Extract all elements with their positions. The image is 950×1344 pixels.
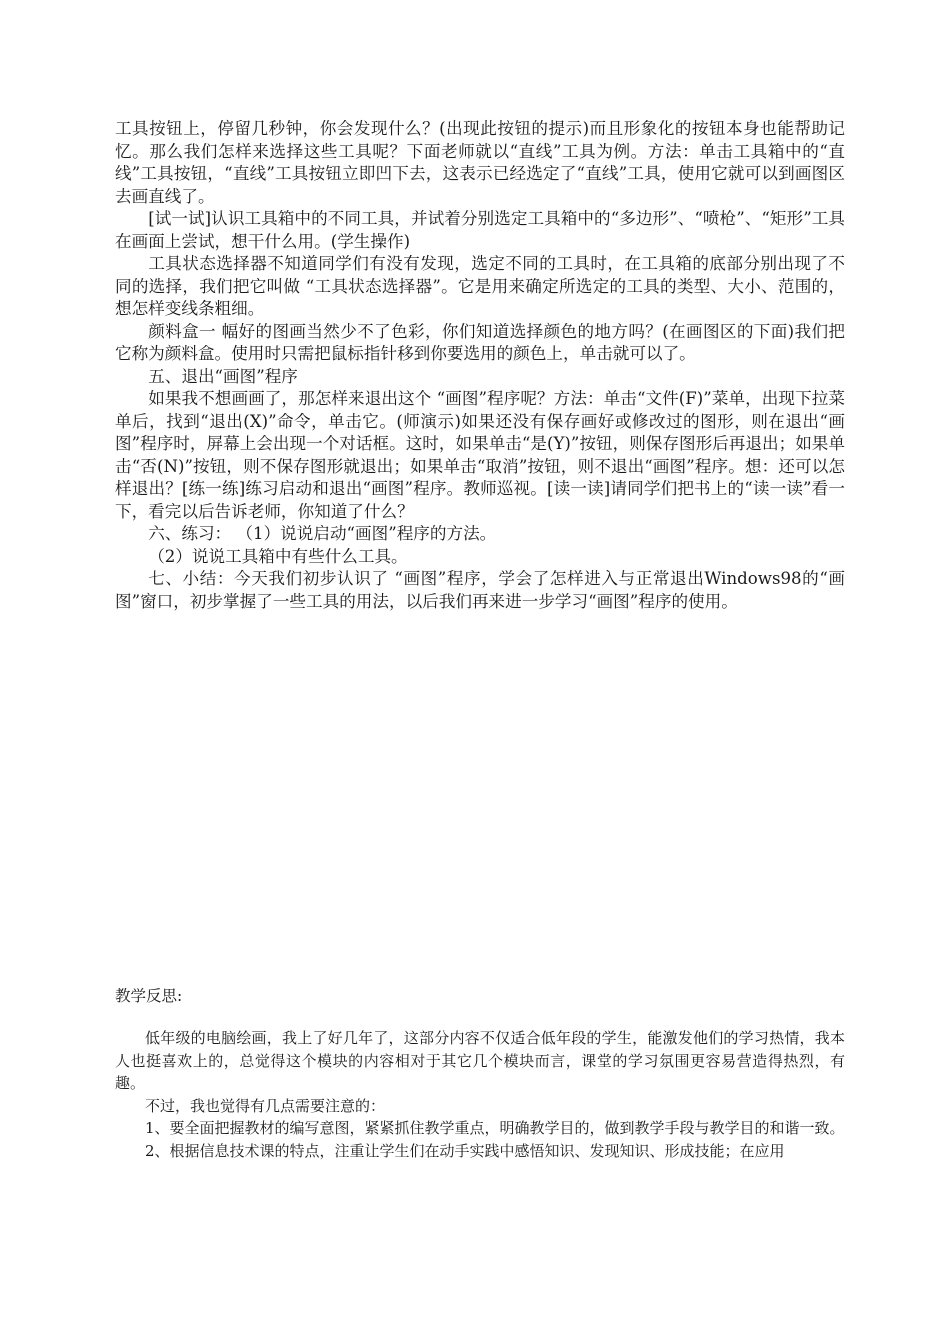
reflection-paragraph: 2、根据信息技术课的特点，注重让学生们在动手实践中感悟知识、发现知识、形成技能；在应用	[145, 1141, 785, 1160]
paragraph-exit-instructions: 如果我不想画画了，那怎样来退出这个 “画图”程序呢？方法：单击“文件(F)”菜单，出现下拉菜单后，找到“退出(X)”命令，单击它。(师演示)如果还没有保存画好或修改过的图形，则在退出“画图”程序时，屏幕上会出现一个对话框。这时，如果单击“是(Y)”按钮，则保存图形后再退出；如果单击“否(N)”按钮，则不保存图形就退出；如果单击“取消”按钮，则不退出“画图”程序。想：还可以怎样退出？[练一练]练习启动和退出“画图”程序。教师巡视。[读一读]请同学们把书上的“读一读”看一下，看完以后告诉老师，你知道了什么？	[115, 389, 845, 521]
reflection-body	[115, 1027, 845, 1162]
section-heading-exit-paint: 五、退出“画图”程序	[148, 366, 298, 386]
reflection-paragraph: 1、要全面把握教材的编写意图，紧紧抓住教学重点，明确教学目的，做到教学手段与教学目的和谐一致。	[145, 1119, 845, 1137]
paragraph-exercise-2: （2）说说工具箱中有些什么工具。	[148, 546, 408, 566]
paragraph-exercise-1: 六、练习： （1）说说启动“画图”程序的方法。	[148, 524, 497, 543]
reflection-heading: 教学反思:	[115, 987, 183, 1005]
lesson-body	[115, 118, 845, 613]
reflection-paragraph: 低年级的电脑绘画，我上了好几年了，这部分内容不仅适合低年段的学生，能激发他们的学习热情，我本人也挺喜欢上的，总觉得这个模块的内容相对于其它几个模块而言，课堂的学习氛围更容易营造得热烈，有趣。	[115, 1029, 845, 1092]
paragraph-tool-tips: 工具按钮上，停留几秒钟，你会发现什么？(出现此按钮的提示)而且形象化的按钮本身也能帮助记忆。那么我们怎样来选择这些工具呢？下面老师就以“直线”工具为例。方法：单击工具箱中的“直线”工具按钮，“直线”工具按钮立即凹下去，这表示已经选定了“直线”工具，使用它就可以到画图区去画直线了。	[115, 119, 845, 206]
paragraph-try-it: [试一试]认识工具箱中的不同工具，并试着分别选定工具箱中的“多边形”、“喷枪”、“矩形”工具在画面上尝试，想干什么用。(学生操作)	[115, 209, 845, 251]
paragraph-color-box: 颜料盒一 幅好的图画当然少不了色彩，你们知道选择颜色的地方吗？(在画图区的下面)我们把它称为颜料盒。使用时只需把鼠标指针移到你要选用的颜色上，单击就可以了。	[115, 321, 845, 363]
paragraph-summary: 七、小结：今天我们初步认识了 “画图”程序，学会了怎样进入与正常退出Windows98的“画图”窗口，初步掌握了一些工具的用法，以后我们再来进一步学习“画图”程序的使用。	[115, 569, 845, 611]
reflection-paragraph: 不过，我也觉得有几点需要注意的：	[145, 1096, 386, 1115]
paragraph-tool-state-selector: 工具状态选择器不知道同学们有没有发现，选定不同的工具时，在工具箱的底部分别出现了不同的选择，我们把它叫做 “工具状态选择器”。它是用来确定所选定的工具的类型、大小、范围的，想怎样变线条粗细。	[115, 254, 845, 318]
